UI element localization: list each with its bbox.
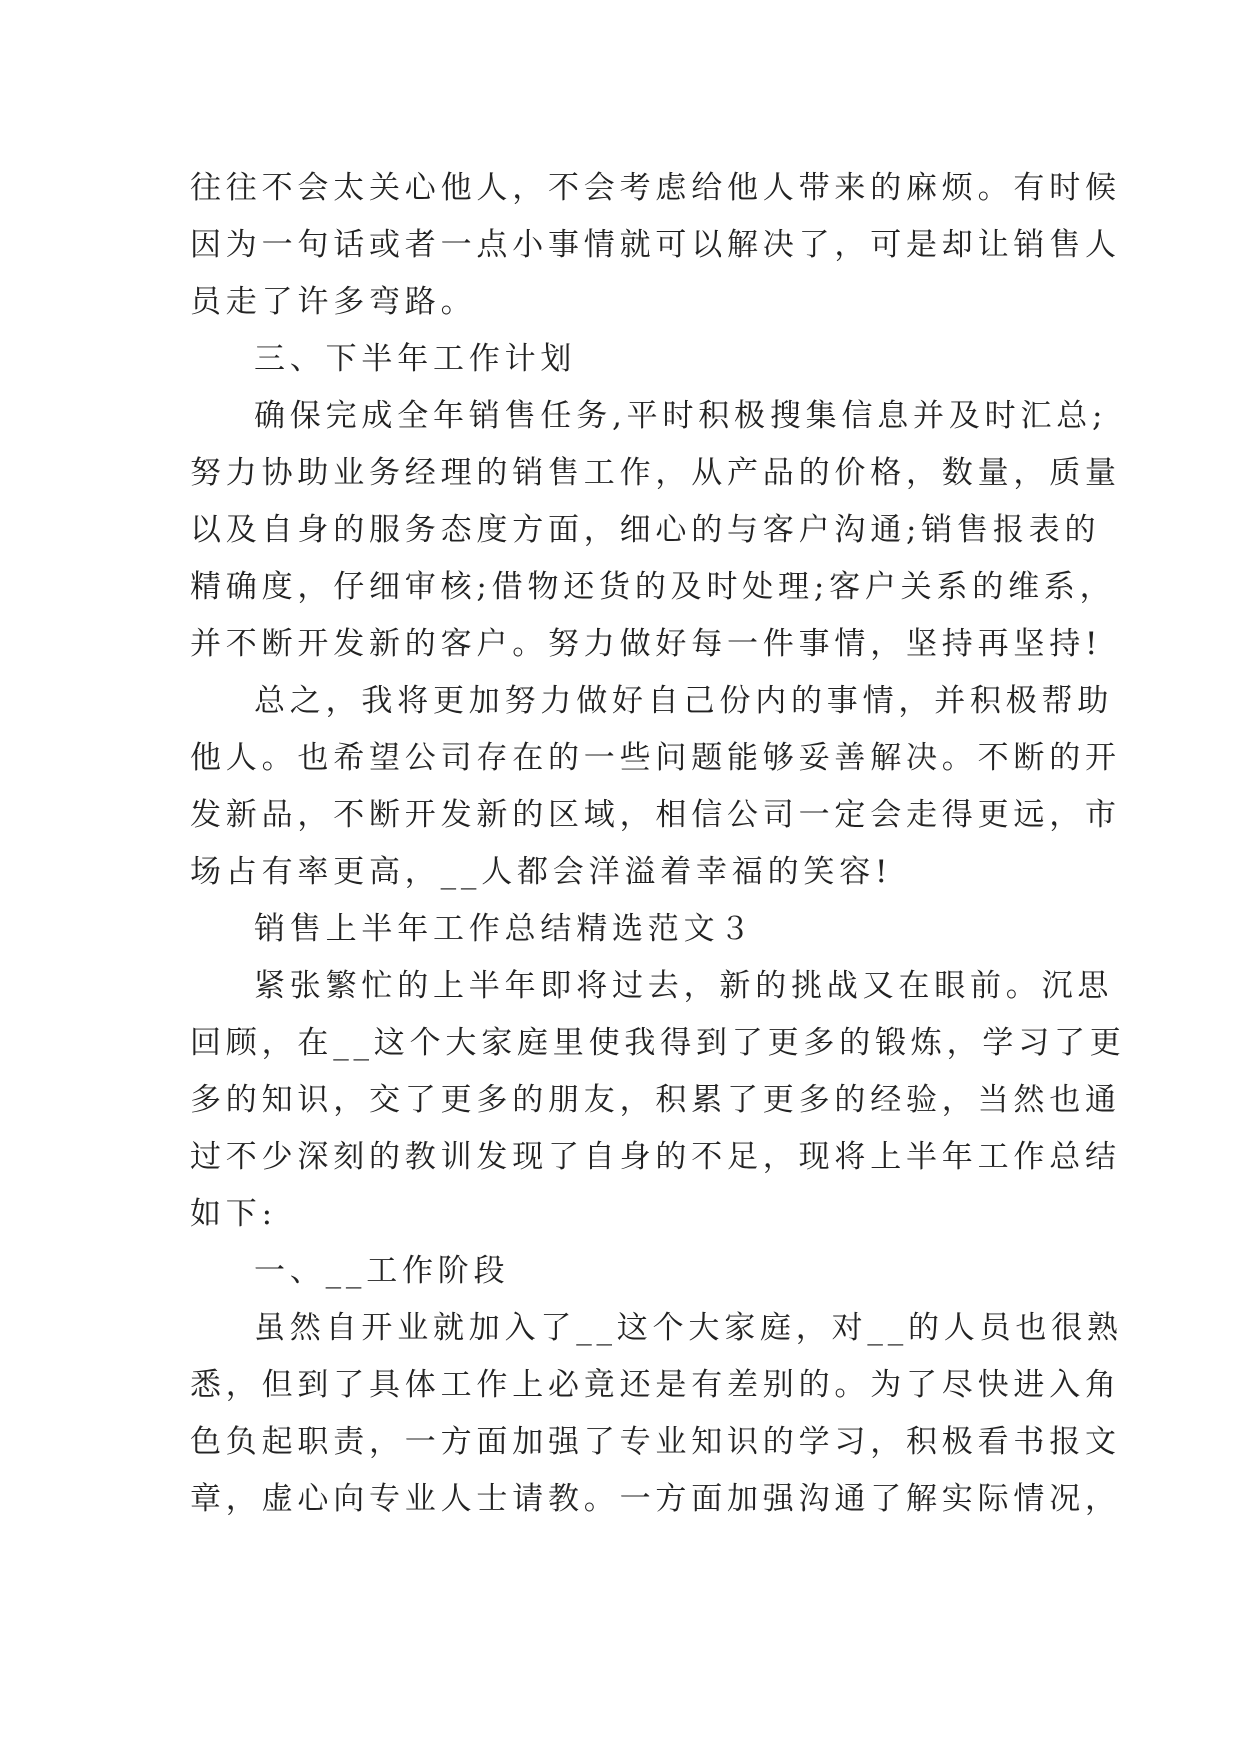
paragraph-line: 色负起职责，一方面加强了专业知识的学习，积极看书报文	[190, 1424, 1121, 1460]
paragraph-line: 精确度，仔细审核;借物还货的及时处理;客户关系的维系，	[190, 569, 1116, 605]
paragraph-line: 因为一句话或者一点小事情就可以解决了，可是却让销售人	[190, 227, 1121, 263]
paragraph-line: 回顾，在__这个大家庭里使我得到了更多的锻炼，学习了更	[190, 1025, 1126, 1061]
paragraph-line: 场占有率更高，__人都会洋溢着幸福的笑容!	[190, 854, 893, 890]
paragraph-line: 确保完成全年销售任务,平时积极搜集信息并及时汇总;	[254, 398, 1108, 434]
section-heading: 一、__工作阶段	[254, 1253, 510, 1289]
paragraph-line: 章，虚心向专业人士请教。一方面加强沟通了解实际情况，	[190, 1481, 1121, 1517]
document-body	[190, 160, 1126, 1528]
paragraph-line: 如下:	[190, 1196, 277, 1232]
paragraph-line: 悉，但到了具体工作上必竟还是有差别的。为了尽快进入角	[190, 1367, 1121, 1403]
paragraph-line: 发新品，不断开发新的区域，相信公司一定会走得更远，市	[190, 797, 1121, 833]
paragraph-line: 努力协助业务经理的销售工作，从产品的价格，数量，质量	[190, 455, 1121, 491]
article-title: 销售上半年工作总结精选范文３	[254, 911, 756, 947]
paragraph-line: 往往不会太关心他人，不会考虑给他人带来的麻烦。有时候	[190, 170, 1121, 206]
paragraph-line: 并不断开发新的客户。努力做好每一件事情，坚持再坚持!	[190, 626, 1103, 662]
section-heading: 三、下半年工作计划	[254, 341, 577, 377]
paragraph-line: 紧张繁忙的上半年即将过去，新的挑战又在眼前。沉思	[254, 968, 1114, 1004]
paragraph-line: 员走了许多弯路。	[190, 284, 477, 320]
paragraph-line: 多的知识，交了更多的朋友，积累了更多的经验，当然也通	[190, 1082, 1121, 1118]
paragraph-line: 以及自身的服务态度方面，细心的与客户沟通;销售报表的	[190, 512, 1101, 548]
paragraph-line: 总之，我将更加努力做好自己份内的事情，并积极帮助	[254, 683, 1114, 719]
paragraph-line: 虽然自开业就加入了__这个大家庭，对__的人员也很熟	[254, 1310, 1123, 1346]
paragraph-line: 他人。也希望公司存在的一些问题能够妥善解决。不断的开	[190, 740, 1121, 776]
paragraph-line: 过不少深刻的教训发现了自身的不足，现将上半年工作总结	[190, 1139, 1121, 1175]
